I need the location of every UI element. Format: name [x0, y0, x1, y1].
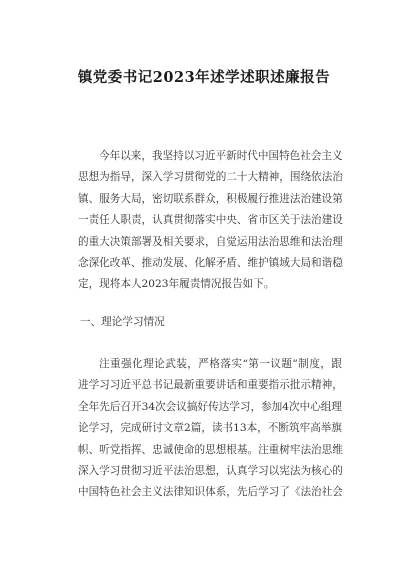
document-title: 镇党委书记2023年述学述职述廉报告 — [77, 69, 331, 86]
theory-line-4: 论学习，完成研讨文章2篇，读书13本，不断筑牢高举旗 — [78, 422, 342, 435]
theory-line-5: 帜、听党指挥、忠诚使命的思想根基。注重树牢法治思维 — [78, 443, 343, 456]
intro-line-6: 念深化改革、推动发展、化解矛盾、维护镇域大局和谐稳 — [78, 256, 343, 269]
theory-line-6: 深入学习贯彻习近平法治思想，认真学习以宪法为核心的 — [78, 464, 343, 477]
intro-line-3: 镇、服务大局，密切联系群众，积极履行推进法治建设第 — [78, 192, 343, 205]
intro-line-4: 一责任人职责，认真贯彻落实中央、省市区关于法治建设 — [78, 214, 343, 227]
section-heading-theory-study: 一、理论学习情况 — [80, 316, 165, 328]
intro-line-2: 思想为指导，深入学习贯彻党的二十大精神，围绕依法治 — [78, 171, 343, 184]
theory-line-1: 注重强化理论武装，严格落实“第一议题”制度，跟 — [99, 358, 342, 370]
intro-paragraph — [78, 146, 342, 296]
intro-line-7: 定，现将本人2023年履责情况报告如下。 — [78, 278, 275, 291]
theory-line-7: 中国特色社会主义法律知识体系，先后学习了《法治社会 — [78, 486, 343, 499]
intro-line-5: 的重大决策部署及相关要求，自觉运用法治思维和法治理 — [78, 235, 343, 248]
theory-line-2: 进学习习近平总书记最新重要讲话和重要指示批示精神， — [78, 379, 343, 392]
theory-line-3: 全年先后召开34次会议搞好传达学习，参加4次中心组理 — [78, 400, 342, 413]
intro-line-1: 今年以来，我坚持以习近平新时代中国特色社会主义 — [99, 150, 343, 162]
theory-study-paragraph — [78, 354, 342, 504]
